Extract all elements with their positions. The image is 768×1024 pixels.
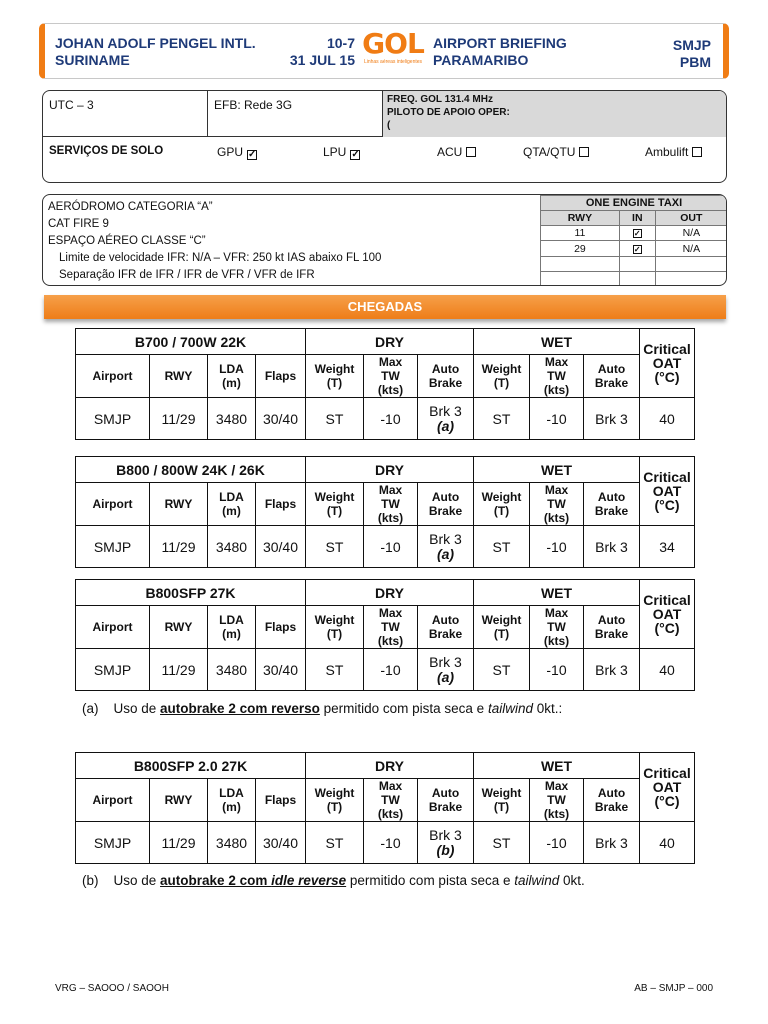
cell-dry-weight: ST (306, 398, 364, 440)
checkbox-icon: ✓ (633, 244, 641, 254)
column-header (530, 483, 584, 526)
country: SURINAME (55, 52, 130, 68)
column-header-line: Airport (92, 369, 133, 383)
note-tag: (a) (82, 701, 99, 716)
column-header-line: Weight (314, 362, 355, 376)
brake-value: Brk 3 (429, 826, 462, 843)
aerodrome-box (42, 194, 727, 286)
note-bold-italic: idle reverse (271, 873, 347, 888)
checkbox-icon (466, 147, 476, 157)
cell-rwy: 11/29 (150, 822, 208, 864)
column-header-line: Auto (431, 786, 460, 800)
brake-value: Brk 3 (429, 653, 462, 670)
footer-right: AB – SMJP – 000 (634, 983, 713, 994)
wet-header: WET (474, 329, 640, 355)
column-header-line: (m) (222, 376, 241, 390)
column-header-line: (kts) (543, 807, 570, 821)
column-header-line: Max (378, 779, 403, 793)
column-header (474, 606, 530, 649)
table-row (76, 649, 695, 691)
utc-cell: UTC – 3 (43, 91, 208, 137)
note-b (82, 873, 585, 888)
dry-header: DRY (306, 329, 474, 355)
briefing-title: AIRPORT BRIEFING (433, 35, 567, 51)
note-bold: autobrake 2 com reverso (160, 701, 320, 716)
cell-wet-tw: -10 (530, 822, 584, 864)
column-header (150, 606, 208, 649)
footer-left: VRG – SAOOO / SAOOH (55, 983, 169, 994)
column-header-line: Flaps (264, 369, 297, 383)
column-header-line: Flaps (264, 620, 297, 634)
note-text: 0kt. (559, 873, 585, 888)
performance-table (75, 456, 695, 568)
taxi-empty (619, 256, 655, 271)
cell-dry-tw: -10 (364, 822, 418, 864)
cell-rwy: 11/29 (150, 398, 208, 440)
column-header-line: (kts) (377, 511, 404, 525)
column-header (208, 483, 256, 526)
column-header-line: Max (378, 606, 403, 620)
column-header-line: TW (547, 369, 566, 383)
separation: Separação IFR de IFR / IFR de VFR / VFR de IFR (59, 269, 315, 281)
column-header (256, 606, 306, 649)
cell-dry-tw: -10 (364, 398, 418, 440)
column-header-line: (m) (222, 627, 241, 641)
cell-wet-weight: ST (474, 526, 530, 568)
note-text: permitido com pista seca e (346, 873, 515, 888)
service-label: QTA/QTU (523, 145, 576, 159)
checkbox-icon: ✓ (248, 149, 257, 160)
critical-line: (°C) (654, 620, 680, 636)
dry-header: DRY (306, 457, 474, 483)
cell-oat: 40 (640, 822, 695, 864)
service-label: ACU (437, 145, 463, 159)
cell-wet-tw: -10 (530, 398, 584, 440)
taxi-col-rwy: RWY (541, 211, 620, 226)
column-header-line: Brake (428, 504, 463, 518)
column-header-line: Max (544, 779, 569, 793)
column-header-line: (T) (326, 376, 343, 390)
column-header-line: Weight (481, 490, 522, 504)
note-text: permitido com pista seca e (319, 701, 488, 716)
column-header (306, 355, 364, 398)
cell-wet-weight: ST (474, 649, 530, 691)
checkbox-icon: ✓ (351, 149, 360, 160)
column-header-line: RWY (164, 793, 193, 807)
column-header-line: (m) (222, 504, 241, 518)
column-header (474, 483, 530, 526)
column-header-line: LDA (219, 613, 244, 627)
column-header (208, 606, 256, 649)
column-header-line: (T) (493, 504, 510, 518)
info-row (43, 91, 726, 137)
column-header-line: Flaps (264, 497, 297, 511)
cell-oat: 34 (640, 526, 695, 568)
cell-dry-brake (418, 822, 474, 864)
cell-wet-brake: Brk 3 (584, 822, 640, 864)
taxi-in (619, 241, 655, 256)
column-header (306, 483, 364, 526)
column-header (150, 483, 208, 526)
column-header (256, 779, 306, 822)
column-header (76, 355, 150, 398)
column-header-line: Max (378, 483, 403, 497)
header-title-block (433, 35, 567, 69)
column-header-line: TW (381, 497, 400, 511)
column-header-line: TW (547, 793, 566, 807)
info-box (42, 90, 727, 183)
table-row (541, 241, 728, 256)
header-left (55, 35, 355, 69)
column-header-line: TW (547, 620, 566, 634)
column-header (530, 355, 584, 398)
critical-line: OAT (652, 606, 682, 622)
table-row (76, 822, 695, 864)
column-header-line: LDA (219, 362, 244, 376)
column-header (76, 779, 150, 822)
taxi-title: ONE ENGINE TAXI (541, 196, 728, 211)
checkbox-icon (692, 147, 702, 157)
column-header (150, 779, 208, 822)
column-header (364, 606, 418, 649)
column-header-line: (T) (326, 800, 343, 814)
column-header (150, 355, 208, 398)
service-label: LPU (323, 145, 347, 159)
cell-airport: SMJP (76, 526, 150, 568)
chegadas-banner: CHEGADAS (44, 295, 726, 319)
service-ambulift (645, 145, 702, 159)
column-header-line: Flaps (264, 793, 297, 807)
critical-line: OAT (652, 355, 682, 371)
taxi-col-out: OUT (655, 211, 727, 226)
aircraft-model: B800 / 800W 24K / 26K (76, 457, 306, 483)
speed-limit: Limite de velocidade IFR: N/A – VFR: 250 kt IAS abaixo FL 100 (59, 252, 382, 264)
column-header-line: LDA (219, 786, 244, 800)
cell-dry-tw: -10 (364, 649, 418, 691)
column-header-line: Airport (92, 497, 133, 511)
column-header (584, 483, 640, 526)
cell-airport: SMJP (76, 649, 150, 691)
critical-oat-header (640, 329, 695, 398)
service-lpu (323, 145, 360, 160)
brake-value: Brk 3 (429, 402, 462, 419)
column-header (418, 606, 474, 649)
taxi-out: N/A (655, 241, 727, 256)
taxi-out: N/A (655, 226, 727, 241)
aircraft-model: B800SFP 2.0 27K (76, 753, 306, 779)
cell-flaps: 30/40 (256, 649, 306, 691)
taxi-rwy: 29 (541, 241, 620, 256)
column-header-line: Brake (594, 800, 629, 814)
note-italic: tailwind (514, 873, 560, 888)
column-header (418, 779, 474, 822)
cell-wet-tw: -10 (530, 649, 584, 691)
column-header-line: Auto (431, 613, 460, 627)
cell-airport: SMJP (76, 822, 150, 864)
cell-dry-tw: -10 (364, 526, 418, 568)
services-label: SERVIÇOS DE SOLO (49, 145, 164, 157)
taxi-col-in: IN (619, 211, 655, 226)
cell-rwy: 11/29 (150, 526, 208, 568)
service-acu (437, 145, 476, 159)
dry-header: DRY (306, 580, 474, 606)
column-header-line: Weight (481, 613, 522, 627)
service-qta (523, 145, 589, 159)
column-header-line: Max (544, 483, 569, 497)
column-header-line: (T) (493, 376, 510, 390)
aerodrome-text (48, 199, 381, 284)
cell-flaps: 30/40 (256, 398, 306, 440)
brake-note: (a) (436, 668, 455, 685)
column-header-line: (kts) (377, 383, 404, 397)
iata-code: PBM (679, 54, 711, 70)
column-header-line: Max (544, 355, 569, 369)
column-header-line: Brake (428, 376, 463, 390)
table-row (76, 398, 695, 440)
note-a (82, 701, 562, 716)
cell-wet-brake: Brk 3 (584, 398, 640, 440)
column-header-line: (T) (493, 800, 510, 814)
critical-line: (°C) (654, 369, 680, 385)
column-header-line: RWY (164, 497, 193, 511)
cell-wet-tw: -10 (530, 526, 584, 568)
note-italic: tailwind (487, 701, 533, 716)
freq-cell (383, 91, 727, 137)
wet-header: WET (474, 753, 640, 779)
column-header-line: RWY (164, 620, 193, 634)
brake-value: Brk 3 (429, 530, 462, 547)
wet-header: WET (474, 580, 640, 606)
column-header (208, 779, 256, 822)
column-header (584, 606, 640, 649)
service-label: GPU (217, 145, 244, 159)
note-bold: autobrake 2 com (160, 873, 272, 888)
column-header-line: (kts) (377, 634, 404, 648)
cell-lda: 3480 (208, 526, 256, 568)
cell-dry-brake (418, 398, 474, 440)
critical-oat-header (640, 580, 695, 649)
column-header-line: Auto (597, 362, 626, 376)
table-row (76, 526, 695, 568)
taxi-rwy: 11 (541, 226, 620, 241)
performance-table (75, 579, 695, 691)
cell-dry-brake (418, 649, 474, 691)
note-text: Uso de (113, 701, 161, 716)
column-header-line: Max (544, 606, 569, 620)
cell-airport: SMJP (76, 398, 150, 440)
column-header-line: TW (381, 369, 400, 383)
column-header-line: LDA (219, 490, 244, 504)
airport-name: JOHAN ADOLF PENGEL INTL. (55, 35, 256, 51)
logo-word: GOL (362, 27, 424, 60)
column-header-line: Airport (92, 793, 133, 807)
column-header (474, 779, 530, 822)
freq-text: FREQ. GOL 131.4 MHz (387, 94, 493, 105)
column-header-line: Weight (314, 613, 355, 627)
column-header-line: (kts) (543, 634, 570, 648)
column-header-line: (T) (326, 504, 343, 518)
piloto-text: PILOTO DE APOIO OPER: (387, 107, 510, 118)
column-header (76, 483, 150, 526)
critical-oat-header (640, 457, 695, 526)
column-header (530, 606, 584, 649)
cell-lda: 3480 (208, 822, 256, 864)
table-row (541, 226, 728, 241)
column-header-line: Auto (597, 490, 626, 504)
column-header-line: Weight (314, 786, 355, 800)
icao-code: SMJP (672, 37, 711, 53)
checkbox-icon (579, 147, 589, 157)
cell-flaps: 30/40 (256, 526, 306, 568)
cell-dry-weight: ST (306, 526, 364, 568)
column-header-line: TW (381, 620, 400, 634)
column-header-line: Weight (481, 362, 522, 376)
note-text: 0kt.: (532, 701, 563, 716)
critical-line: Critical (643, 469, 691, 485)
column-header (256, 483, 306, 526)
cell-oat: 40 (640, 649, 695, 691)
one-engine-taxi-table (540, 195, 727, 286)
cell-lda: 3480 (208, 398, 256, 440)
taxi-empty (655, 256, 727, 271)
column-header-line: Brake (594, 504, 629, 518)
cell-wet-brake: Brk 3 (584, 649, 640, 691)
taxi-empty (541, 271, 620, 286)
taxi-empty (541, 256, 620, 271)
critical-line: OAT (652, 483, 682, 499)
brake-note: (a) (436, 417, 455, 434)
performance-table (75, 752, 695, 864)
aircraft-model: B700 / 700W 22K (76, 329, 306, 355)
column-header-line: TW (547, 497, 566, 511)
cell-wet-weight: ST (474, 822, 530, 864)
column-header-line: Weight (481, 786, 522, 800)
column-header (364, 483, 418, 526)
chart-date: 31 JUL 15 (289, 52, 355, 68)
cat-fire: CAT FIRE 9 (48, 218, 109, 230)
cell-rwy: 11/29 (150, 649, 208, 691)
column-header-line: (T) (493, 627, 510, 641)
critical-line: (°C) (654, 497, 680, 513)
column-header-line: RWY (164, 369, 193, 383)
logo-tagline: Linhas aéreas inteligentes (363, 59, 423, 65)
column-header-line: Auto (431, 362, 460, 376)
checkbox-icon: ✓ (633, 229, 641, 239)
column-header-line: Airport (92, 620, 133, 634)
column-header (474, 355, 530, 398)
service-label: Ambulift (645, 145, 689, 159)
critical-line: Critical (643, 765, 691, 781)
city: PARAMARIBO (433, 52, 529, 68)
column-header-line: Auto (597, 613, 626, 627)
column-header (306, 779, 364, 822)
column-header (584, 355, 640, 398)
service-gpu (217, 145, 257, 160)
cell-dry-brake (418, 526, 474, 568)
note-text: Uso de (113, 873, 161, 888)
column-header-line: TW (381, 793, 400, 807)
column-header-line: (kts) (543, 383, 570, 397)
aircraft-model: B800SFP 27K (76, 580, 306, 606)
taxi-in (619, 226, 655, 241)
column-header (418, 355, 474, 398)
wet-header: WET (474, 457, 640, 483)
column-header-line: Brake (594, 376, 629, 390)
brake-note: (b) (436, 841, 455, 858)
chart-info (290, 35, 355, 69)
taxi-empty (655, 271, 727, 286)
column-header (76, 606, 150, 649)
column-header (306, 606, 364, 649)
column-header (530, 779, 584, 822)
airspace-class: ESPAÇO AÉREO CLASSE “C” (48, 235, 206, 247)
brake-note: (a) (436, 545, 455, 562)
chart-number: 10-7 (326, 35, 355, 51)
critical-oat-header (640, 753, 695, 822)
column-header-line: (kts) (543, 511, 570, 525)
taxi-empty (619, 271, 655, 286)
cell-dry-weight: ST (306, 822, 364, 864)
airport-codes (673, 37, 711, 71)
column-header-line: Brake (594, 627, 629, 641)
piloto-value: ( (387, 120, 391, 131)
cell-wet-weight: ST (474, 398, 530, 440)
column-header-line: (m) (222, 800, 241, 814)
column-header (364, 355, 418, 398)
gol-logo (361, 29, 425, 71)
critical-line: Critical (643, 341, 691, 357)
column-header (584, 779, 640, 822)
page-header (39, 23, 729, 79)
cell-lda: 3480 (208, 649, 256, 691)
critical-line: (°C) (654, 793, 680, 809)
critical-line: Critical (643, 592, 691, 608)
dry-header: DRY (306, 753, 474, 779)
column-header-line: Brake (428, 800, 463, 814)
cell-oat: 40 (640, 398, 695, 440)
note-tag: (b) (82, 873, 99, 888)
efb-cell: EFB: Rede 3G (208, 91, 383, 137)
column-header (418, 483, 474, 526)
column-header-line: Max (378, 355, 403, 369)
column-header (208, 355, 256, 398)
critical-line: OAT (652, 779, 682, 795)
performance-table (75, 328, 695, 440)
cell-dry-weight: ST (306, 649, 364, 691)
column-header-line: (T) (326, 627, 343, 641)
aerodrome-category: AERÓDROMO CATEGORIA “A” (48, 201, 213, 213)
column-header (364, 779, 418, 822)
column-header-line: (kts) (377, 807, 404, 821)
column-header-line: Auto (597, 786, 626, 800)
column-header-line: Brake (428, 627, 463, 641)
cell-flaps: 30/40 (256, 822, 306, 864)
column-header (256, 355, 306, 398)
column-header-line: Weight (314, 490, 355, 504)
column-header-line: Auto (431, 490, 460, 504)
cell-wet-brake: Brk 3 (584, 526, 640, 568)
